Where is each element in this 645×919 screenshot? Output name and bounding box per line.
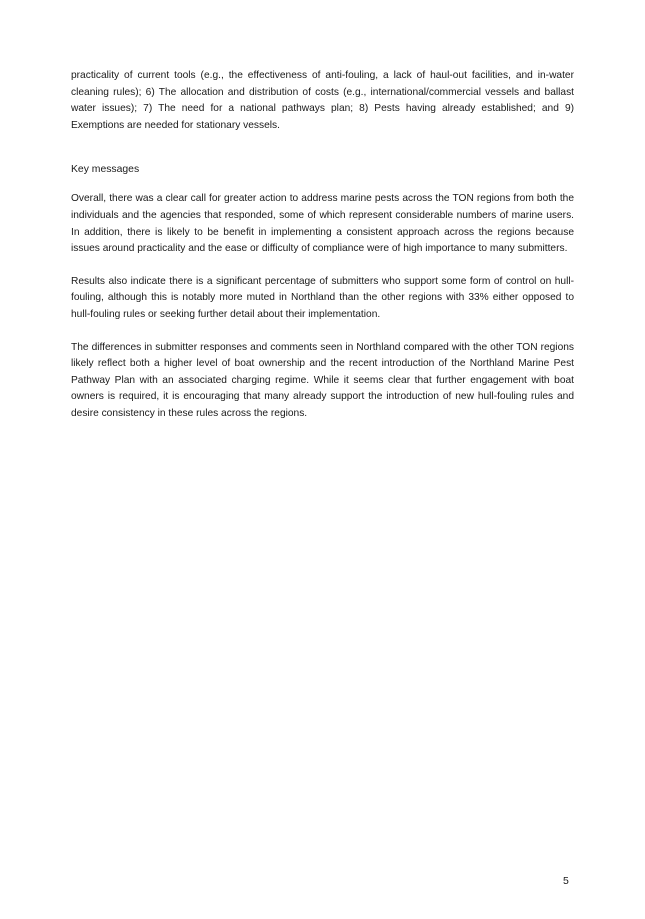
body-paragraph-differences: The differences in submitter responses and comments seen in Northland compared with the other TON regions likely reflect both a higher level of boat ownership and the recent introduction of the Northland Marine Pest Pathway Plan with an associated charging regime. While it seems clear that further engagement with boat owners is required, it is encouraging that many already support the introduction of new hull-fouling rules and desire consistency in these rules across the regions.: [71, 341, 574, 419]
page-content: [71, 68, 574, 439]
section-heading-key-messages: Key messages: [71, 164, 140, 176]
body-paragraph-results: Results also indicate there is a significant percentage of submitters who support some form of control on hull-fouling, although this is notably more muted in Northland than the other regions with 33% either opposed to hull-fouling rules or seeking further detail about their implementation.: [71, 275, 574, 320]
intro-paragraph: practicality of current tools (e.g., the effectiveness of anti-fouling, a lack of haul-out facilities, and in-water cleaning rules); 6) The allocation and distribution of costs (e.g., international/commercial vessels and ballast water issues); 7) The need for a national pathways plan; 8) Pests having already established; and 9) Exemptions are needed for stationary vessels.: [71, 70, 574, 131]
body-paragraph-overall: Overall, there was a clear call for greater action to address marine pests across the TON regions from both the individuals and the agencies that responded, some of which represent considerable numbers of marine users. In addition, there is likely to be benefit in implementing a consistent approach across the regions because issues around practicality and the ease or difficulty of compliance were of high importance to many submitters.: [71, 193, 574, 255]
page-number: 5: [563, 875, 569, 887]
